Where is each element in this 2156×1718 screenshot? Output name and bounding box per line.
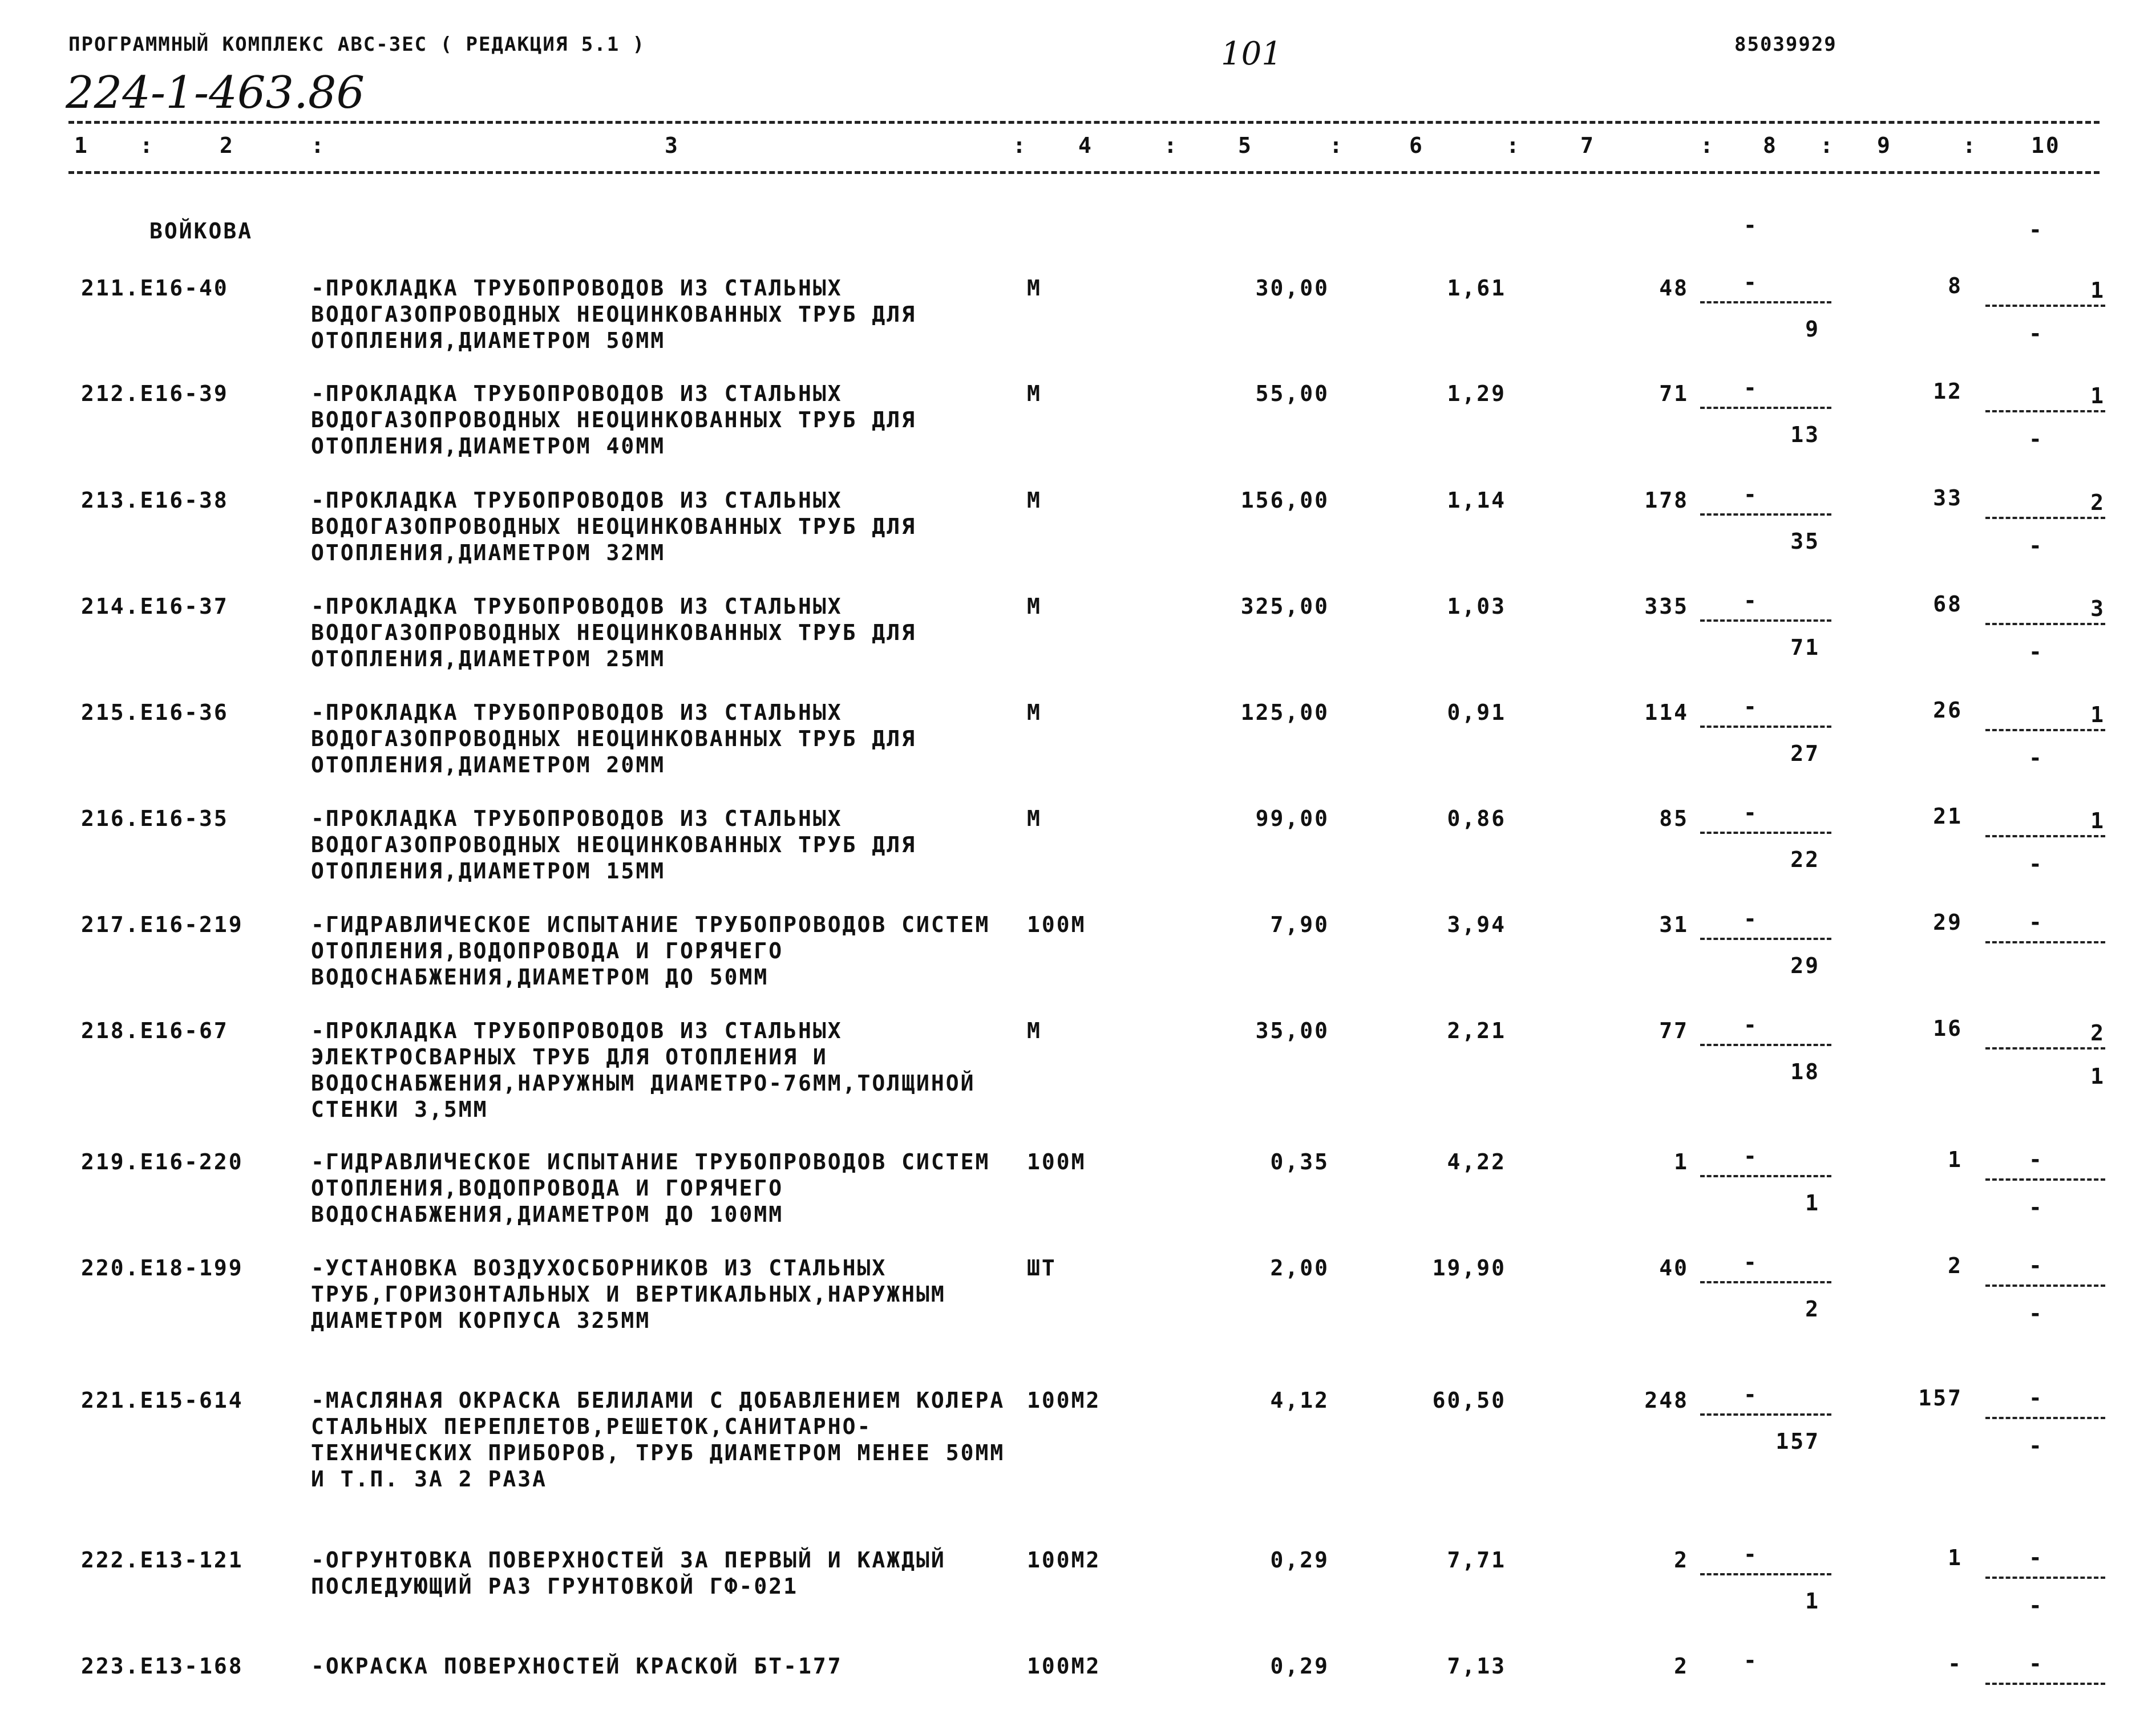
column-separator: : [1963, 133, 1977, 158]
column-separator: : [1820, 133, 1835, 158]
row-col8-bottom: 27 [1790, 741, 1820, 766]
row-col10-top: 2 [2090, 1020, 2105, 1046]
row-col8-bottom: 18 [1790, 1059, 1820, 1084]
row-col8-bottom: 29 [1790, 953, 1820, 978]
row-unit: 100М [1027, 912, 1086, 937]
row-col9: - [1948, 1651, 1963, 1676]
row-total: 1 [1674, 1149, 1689, 1174]
row-unit-price: 1,61 [1447, 275, 1506, 301]
row-quantity: 0,35 [1270, 1149, 1329, 1174]
row-col8-top: - [1744, 270, 1758, 295]
row-number: 215.Е16-36 [81, 700, 229, 725]
row-col10-top: - [2029, 1147, 2044, 1172]
row-col9: 157 [1918, 1385, 1963, 1411]
row-total: 48 [1659, 275, 1689, 301]
row-unit: 100М [1027, 1149, 1086, 1174]
row-unit: 100М2 [1027, 1654, 1101, 1679]
row-unit-price: 1,29 [1447, 381, 1506, 406]
column-header-6: 6 [1409, 133, 1424, 158]
column-separator: : [140, 133, 155, 158]
row-col8-top: - [1744, 482, 1758, 507]
row-total: 248 [1644, 1388, 1689, 1413]
row-col10-fraction-line [1985, 410, 2105, 412]
row-col8-bottom: 1 [1805, 1589, 1820, 1614]
section-title: ВОЙКОВА [149, 218, 253, 244]
row-number: 223.Е13-168 [81, 1654, 244, 1679]
row-number: 217.Е16-219 [81, 912, 244, 937]
row-col8-top: - [1744, 1250, 1758, 1275]
row-unit-price: 60,50 [1432, 1388, 1506, 1413]
column-header-5: 5 [1238, 133, 1253, 158]
row-description: -ГИДРАВЛИЧЕСКОЕ ИСПЫТАНИЕ ТРУБОПРОВОДОВ СИСТЕМ ОТОПЛЕНИЯ,ВОДОПРОВОДА И ГОРЯЧЕГО ВОДОСНАБЖЕНИЯ,ДИАМЕТРОМ ДО 50ММ [311, 912, 990, 990]
row-col8-top: - [1744, 1542, 1758, 1567]
row-description: -ОГРУНТОВКА ПОВЕРХНОСТЕЙ ЗА ПЕРВЫЙ И КАЖДЫЙ ПОСЛЕДУЮЩИЙ РАЗ ГРУНТОВКОЙ ГФ-021 [311, 1547, 946, 1599]
row-total: 2 [1674, 1654, 1689, 1679]
row-number: 212.Е16-39 [81, 381, 229, 406]
row-col10-bottom: - [2029, 1433, 2044, 1458]
row-col8-bottom: 9 [1805, 317, 1820, 342]
row-col8-top: - [1744, 694, 1758, 719]
row-total: 85 [1659, 806, 1689, 831]
row-total: 335 [1644, 594, 1689, 619]
row-number: 214.Е16-37 [81, 594, 229, 619]
row-col10-fraction-line [1985, 941, 2105, 943]
row-col8-fraction-line [1700, 1413, 1831, 1416]
row-col10-bottom: - [2029, 1195, 2044, 1220]
row-unit: М [1027, 381, 1042, 406]
row-description: -ПРОКЛАДКА ТРУБОПРОВОДОВ ИЗ СТАЛЬНЫХ ВОДОГАЗОПРОВОДНЫХ НЕОЦИНКОВАННЫХ ТРУБ ДЛЯ ОТОПЛЕНИЯ,ДИАМЕТРОМ 40ММ [311, 381, 916, 459]
row-col8-top: - [1744, 906, 1758, 931]
row-col10-fraction-line [1985, 517, 2105, 519]
page-number: 101 [1221, 35, 1282, 72]
row-col10-fraction-line [1985, 1417, 2105, 1419]
row-col8-top: - [1744, 588, 1758, 613]
row-unit: М [1027, 594, 1042, 619]
row-col8-fraction-line [1700, 1573, 1831, 1575]
row-col10-top: 3 [2090, 596, 2105, 621]
row-col10-bottom: - [2029, 1593, 2044, 1618]
row-quantity: 4,12 [1270, 1388, 1329, 1413]
row-total: 31 [1659, 912, 1689, 937]
row-col10-top: 2 [2090, 490, 2105, 515]
row-unit-price: 0,86 [1447, 806, 1506, 831]
row-quantity: 325,00 [1240, 594, 1329, 619]
column-header-4: 4 [1078, 133, 1093, 158]
row-col8-fraction-line [1700, 1044, 1831, 1046]
row-quantity: 156,00 [1240, 488, 1329, 513]
column-separator: : [311, 133, 326, 158]
row-col10-bottom: - [2029, 639, 2044, 664]
row-unit-price: 1,14 [1447, 488, 1506, 513]
row-col9: 33 [1933, 485, 1963, 510]
row-col10-bottom: 1 [2090, 1064, 2105, 1089]
row-col9: 2 [1948, 1253, 1963, 1278]
row-description: -ПРОКЛАДКА ТРУБОПРОВОДОВ ИЗ СТАЛЬНЫХ ВОДОГАЗОПРОВОДНЫХ НЕОЦИНКОВАННЫХ ТРУБ ДЛЯ ОТОПЛЕНИЯ,ДИАМЕТРОМ 50ММ [311, 275, 916, 353]
column-header-1: 1 [74, 133, 89, 158]
row-col10-bottom: - [2029, 427, 2044, 452]
row-col8-bottom: 2 [1805, 1296, 1820, 1322]
row-number: 221.Е15-614 [81, 1388, 244, 1413]
column-separator: : [1013, 133, 1028, 158]
row-total: 178 [1644, 488, 1689, 513]
row-col10-fraction-line [1985, 1285, 2105, 1287]
row-number: 222.Е13-121 [81, 1547, 244, 1573]
row-col9: 68 [1933, 591, 1963, 617]
row-unit: М [1027, 806, 1042, 831]
document-code: 85039929 [1734, 33, 1837, 56]
column-header-7: 7 [1580, 133, 1595, 158]
row-col8-bottom: 1 [1805, 1190, 1820, 1215]
row-unit-price: 1,03 [1447, 594, 1506, 619]
row-unit-price: 7,13 [1447, 1654, 1506, 1679]
row-quantity: 0,29 [1270, 1547, 1329, 1573]
row-number: 216.Е16-35 [81, 806, 229, 831]
row-description: -ОКРАСКА ПОВЕРХНОСТЕЙ КРАСКОЙ БТ-177 [311, 1654, 843, 1679]
row-col10-fraction-line [1985, 623, 2105, 625]
row-unit-price: 3,94 [1447, 912, 1506, 937]
row-total: 2 [1674, 1547, 1689, 1573]
row-unit: М [1027, 700, 1042, 725]
row-quantity: 125,00 [1240, 700, 1329, 725]
row-unit: ШТ [1027, 1255, 1057, 1281]
row-col8-bottom: 35 [1790, 529, 1820, 554]
row-quantity: 99,00 [1255, 806, 1329, 831]
row-col9: 1 [1948, 1545, 1963, 1570]
row-col10-top: - [2029, 1253, 2044, 1278]
row-col10-top: 1 [2090, 278, 2105, 303]
row-col10-top: 1 [2090, 383, 2105, 408]
row-col8-top: - [1744, 800, 1758, 825]
column-separator: : [1700, 133, 1715, 158]
row-number: 220.Е18-199 [81, 1255, 244, 1281]
column-header-10: 10 [2031, 133, 2061, 158]
row-col10-top: - [2029, 1651, 2044, 1676]
row-quantity: 30,00 [1255, 275, 1329, 301]
row-col8-fraction-line [1700, 832, 1831, 834]
row-unit-price: 19,90 [1432, 1255, 1506, 1281]
row-col10-top: - [2029, 910, 2044, 935]
row-col8-fraction-line [1700, 1175, 1831, 1177]
column-header-9: 9 [1877, 133, 1892, 158]
row-description: -УСТАНОВКА ВОЗДУХОСБОРНИКОВ ИЗ СТАЛЬНЫХ ТРУБ,ГОРИЗОНТАЛЬНЫХ И ВЕРТИКАЛЬНЫХ,НАРУЖНЫМ ДИАМЕТРОМ КОРПУСА 325ММ [311, 1255, 946, 1333]
row-col10-fraction-line [1985, 835, 2105, 837]
column-header-2: 2 [220, 133, 234, 158]
row-unit: М [1027, 275, 1042, 301]
row-col8-fraction-line [1700, 301, 1831, 303]
row-total: 71 [1659, 381, 1689, 406]
section-col8: - [1744, 213, 1758, 238]
column-separator: : [1329, 133, 1344, 158]
column-header-3: 3 [665, 133, 679, 158]
row-col9: 1 [1948, 1147, 1963, 1172]
row-number: 218.Е16-67 [81, 1018, 229, 1043]
row-col9: 16 [1933, 1016, 1963, 1041]
row-col10-bottom: - [2029, 1301, 2044, 1326]
row-total: 40 [1659, 1255, 1689, 1281]
row-col10-fraction-line [1985, 305, 2105, 307]
row-quantity: 2,00 [1270, 1255, 1329, 1281]
row-col10-bottom: - [2029, 533, 2044, 558]
row-col8-fraction-line [1700, 1281, 1831, 1283]
row-col10-fraction-line [1985, 729, 2105, 731]
row-description: -ГИДРАВЛИЧЕСКОЕ ИСПЫТАНИЕ ТРУБОПРОВОДОВ СИСТЕМ ОТОПЛЕНИЯ,ВОДОПРОВОДА И ГОРЯЧЕГО ВОДОСНАБЖЕНИЯ,ДИАМЕТРОМ ДО 100ММ [311, 1149, 990, 1227]
row-unit-price: 0,91 [1447, 700, 1506, 725]
row-unit: М [1027, 1018, 1042, 1043]
row-number: 211.Е16-40 [81, 275, 229, 301]
row-description: -ПРОКЛАДКА ТРУБОПРОВОДОВ ИЗ СТАЛЬНЫХ ЭЛЕКТРОСВАРНЫХ ТРУБ ДЛЯ ОТОПЛЕНИЯ И ВОДОСНАБЖЕНИЯ,НАРУЖНЫМ ДИАМЕТРО-76ММ,ТОЛЩИНОЙ СТЕНКИ 3,5ММ [311, 1018, 976, 1122]
row-unit: 100М2 [1027, 1547, 1101, 1573]
row-col10-fraction-line [1985, 1577, 2105, 1579]
row-description: -МАСЛЯНАЯ ОКРАСКА БЕЛИЛАМИ С ДОБАВЛЕНИЕМ КОЛЕРА СТАЛЬНЫХ ПЕРЕПЛЕТОВ,РЕШЕТОК,САНИТАРНО-ТЕХНИЧЕСКИХ ПРИБОРОВ, ТРУБ ДИАМЕТРОМ МЕНЕЕ 50ММ И Т.П. ЗА 2 РАЗА [311, 1388, 1005, 1492]
row-col8-bottom: 71 [1790, 635, 1820, 660]
row-description: -ПРОКЛАДКА ТРУБОПРОВОДОВ ИЗ СТАЛЬНЫХ ВОДОГАЗОПРОВОДНЫХ НЕОЦИНКОВАННЫХ ТРУБ ДЛЯ ОТОПЛЕНИЯ,ДИАМЕТРОМ 25ММ [311, 594, 916, 671]
row-col9: 26 [1933, 698, 1963, 723]
header-rule-top [68, 121, 2100, 124]
row-col8-bottom: 22 [1790, 847, 1820, 872]
row-col10-fraction-line [1985, 1047, 2105, 1050]
row-unit: М [1027, 488, 1042, 513]
row-unit-price: 2,21 [1447, 1018, 1506, 1043]
row-number: 213.Е16-38 [81, 488, 229, 513]
row-col9: 21 [1933, 804, 1963, 829]
row-description: -ПРОКЛАДКА ТРУБОПРОВОДОВ ИЗ СТАЛЬНЫХ ВОДОГАЗОПРОВОДНЫХ НЕОЦИНКОВАННЫХ ТРУБ ДЛЯ ОТОПЛЕНИЯ,ДИАМЕТРОМ 15ММ [311, 806, 916, 884]
row-col8-fraction-line [1700, 619, 1831, 622]
row-col8-top: - [1744, 1648, 1758, 1673]
row-unit: 100М2 [1027, 1388, 1101, 1413]
column-separator: : [1164, 133, 1179, 158]
row-number: 219.Е16-220 [81, 1149, 244, 1174]
row-col10-top: - [2029, 1545, 2044, 1570]
project-number: 224-1-463.86 [66, 67, 365, 119]
program-title: ПРОГРАММНЫЙ КОМПЛЕКС АВС-ЗЕС ( РЕДАКЦИЯ 5.1 ) [68, 33, 646, 56]
row-total: 114 [1644, 700, 1689, 725]
row-col8-top: - [1744, 1144, 1758, 1169]
row-unit-price: 7,71 [1447, 1547, 1506, 1573]
row-quantity: 0,29 [1270, 1654, 1329, 1679]
row-col10-fraction-line [1985, 1178, 2105, 1181]
row-total: 77 [1659, 1018, 1689, 1043]
section-col10: - [2029, 217, 2044, 242]
row-description: -ПРОКЛАДКА ТРУБОПРОВОДОВ ИЗ СТАЛЬНЫХ ВОДОГАЗОПРОВОДНЫХ НЕОЦИНКОВАННЫХ ТРУБ ДЛЯ ОТОПЛЕНИЯ,ДИАМЕТРОМ 32ММ [311, 488, 916, 565]
row-col9: 8 [1948, 273, 1963, 298]
row-col10-top: - [2029, 1385, 2044, 1411]
row-quantity: 55,00 [1255, 381, 1329, 406]
row-col10-bottom: - [2029, 321, 2044, 346]
row-quantity: 7,90 [1270, 912, 1329, 937]
row-col10-bottom: - [2029, 852, 2044, 877]
row-col10-fraction-line [1985, 1683, 2105, 1685]
row-col9: 29 [1933, 910, 1963, 935]
row-quantity: 35,00 [1255, 1018, 1329, 1043]
row-col10-top: 1 [2090, 808, 2105, 833]
column-separator: : [1506, 133, 1521, 158]
row-col8-top: - [1744, 1382, 1758, 1407]
row-col8-bottom: 157 [1775, 1429, 1820, 1454]
row-col8-top: - [1744, 1012, 1758, 1038]
row-col8-fraction-line [1700, 938, 1831, 940]
column-header-8: 8 [1763, 133, 1778, 158]
row-col8-fraction-line [1700, 513, 1831, 516]
row-description: -ПРОКЛАДКА ТРУБОПРОВОДОВ ИЗ СТАЛЬНЫХ ВОДОГАЗОПРОВОДНЫХ НЕОЦИНКОВАННЫХ ТРУБ ДЛЯ ОТОПЛЕНИЯ,ДИАМЕТРОМ 20ММ [311, 700, 916, 777]
row-unit-price: 4,22 [1447, 1149, 1506, 1174]
row-col8-bottom: 13 [1790, 422, 1820, 447]
row-col9: 12 [1933, 379, 1963, 404]
row-col8-top: - [1744, 375, 1758, 400]
row-col10-top: 1 [2090, 702, 2105, 727]
header-rule-bottom [68, 171, 2100, 174]
row-col10-bottom: - [2029, 745, 2044, 771]
row-col8-fraction-line [1700, 726, 1831, 728]
row-col8-fraction-line [1700, 407, 1831, 409]
